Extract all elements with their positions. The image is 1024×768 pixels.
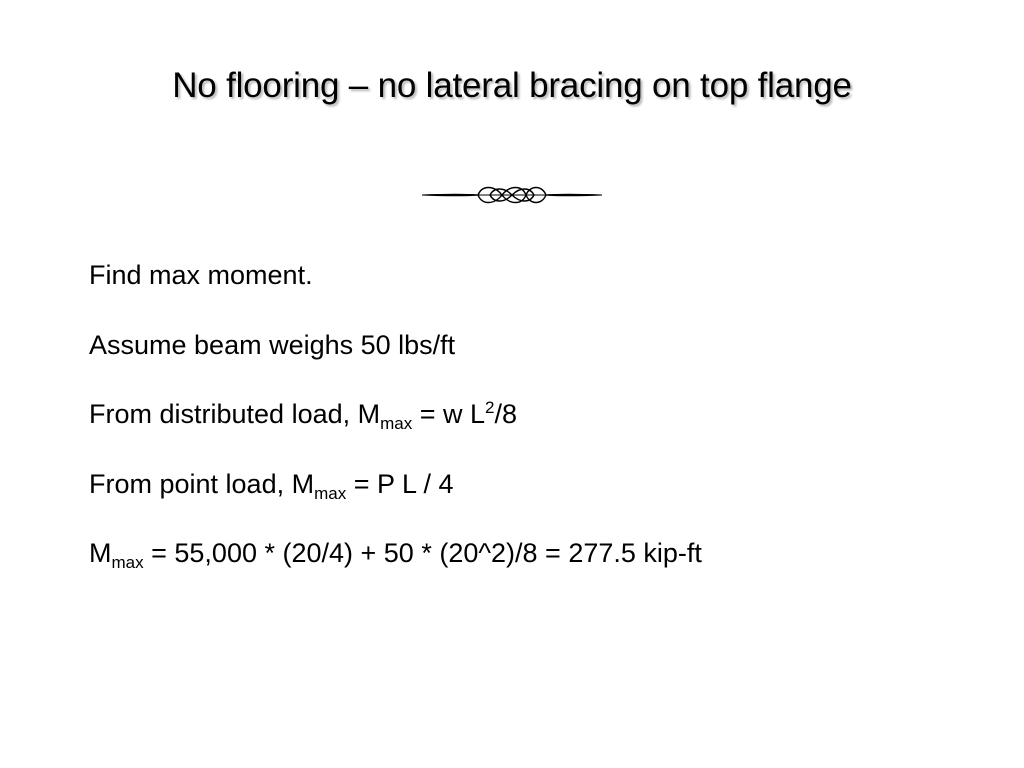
text-line-point-load	[89, 459, 989, 509]
line-text: Find max moment.	[89, 260, 313, 290]
line-text-post: = 55,000 * (20/4) + 50 * (20^2)/8 = 277.5 kip-ft	[143, 538, 702, 568]
slide-title: No flooring – no lateral bracing on top flange	[172, 66, 852, 105]
subscript-max: max	[111, 552, 144, 572]
line-text-pre: From point load, M	[89, 468, 315, 499]
slide-body	[89, 250, 989, 598]
line-text-post: /8	[494, 399, 518, 429]
text-line-find-max-moment	[89, 250, 989, 300]
line-text-mid: = w L	[412, 399, 486, 429]
line-text-post: = P L / 4	[346, 468, 454, 499]
line-text-pre: M	[89, 538, 112, 568]
text-line-beam-weight	[89, 320, 989, 370]
text-line-mmax-result	[89, 528, 989, 578]
subscript-max: max	[380, 413, 413, 433]
text-line-distributed-load	[89, 389, 989, 439]
superscript-2: 2	[485, 397, 495, 417]
scroll-divider-icon	[420, 180, 604, 210]
line-text-pre: From distributed load, M	[89, 399, 381, 429]
subscript-max: max	[314, 483, 347, 503]
line-text: Assume beam weighs 50 lbs/ft	[89, 329, 456, 360]
